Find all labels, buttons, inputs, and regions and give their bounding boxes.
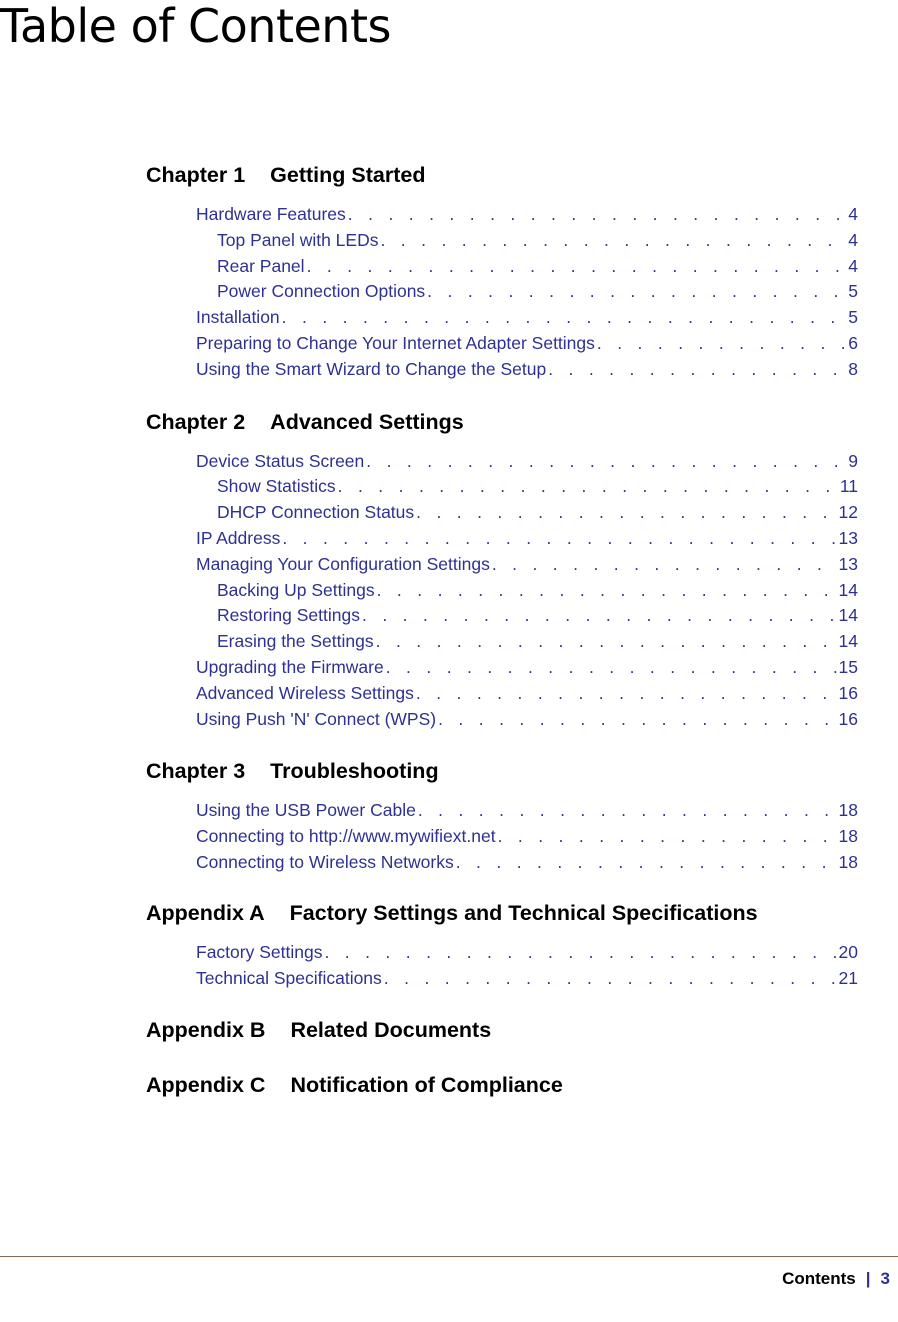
section-heading (146, 756, 858, 786)
toc-entry-link[interactable] (146, 254, 858, 280)
toc-entry-link[interactable] (146, 279, 858, 305)
section-title: Notification of Compliance (290, 1073, 563, 1098)
toc-entry-link[interactable] (146, 500, 858, 526)
toc-entry-text: Managing Your Configuration Settings (196, 553, 490, 574)
toc-entry-link[interactable] (146, 552, 858, 578)
toc-entry-link[interactable] (146, 603, 858, 629)
toc-entry-link[interactable] (146, 202, 858, 228)
section-title: Troubleshooting (270, 759, 439, 784)
dot-leader (597, 331, 846, 357)
toc-section (146, 1015, 858, 1045)
toc-entry-page-number: 20 (838, 941, 858, 962)
toc-section (146, 1070, 858, 1100)
section-heading (146, 1070, 858, 1100)
toc-entry-text: Device Status Screen (196, 450, 365, 471)
toc-entry-text: Advanced Wireless Settings (196, 682, 414, 703)
toc-entry-link[interactable] (146, 798, 858, 824)
toc-entry-link[interactable] (146, 655, 858, 681)
toc-entry-link[interactable] (146, 357, 858, 383)
toc-entry-link[interactable] (146, 707, 858, 733)
toc-entry-text: Using the USB Power Cable (196, 800, 416, 821)
toc-entry-link[interactable] (146, 824, 858, 850)
toc-entry-page-number: 18 (838, 800, 858, 821)
dot-leader (348, 202, 846, 228)
toc-entry-page-number: 5 (848, 307, 858, 328)
dot-leader (438, 707, 836, 733)
section-title: Advanced Settings (270, 409, 464, 434)
toc-entry-page-number: 14 (838, 579, 858, 600)
dot-leader (548, 357, 846, 383)
dot-leader (282, 526, 836, 552)
toc-entry-page-number: 4 (848, 204, 858, 224)
dot-leader (377, 578, 837, 604)
toc-entry-page-number: 13 (838, 527, 858, 548)
section-heading (146, 160, 858, 190)
toc-entry-text: Hardware Features (196, 204, 346, 224)
section-label: Appendix B (146, 1018, 266, 1043)
toc-entry-text: Backing Up Settings (217, 579, 375, 600)
toc-entry-page-number: 12 (838, 502, 858, 523)
section-title: Related Documents (290, 1018, 492, 1043)
toc-entry-page-number: 8 (848, 358, 858, 379)
dot-leader (362, 603, 837, 629)
toc-entry-page-number: 16 (838, 682, 858, 703)
dot-leader (492, 552, 837, 578)
toc-entry-text: Rear Panel (217, 255, 305, 276)
dot-leader (282, 305, 847, 331)
toc-entry-link[interactable] (146, 228, 858, 254)
toc-entry-link[interactable] (146, 526, 858, 552)
toc-entry-link[interactable] (146, 629, 858, 655)
toc-entry-page-number: 4 (848, 229, 858, 250)
toc-entry-page-number: 4 (848, 255, 858, 276)
toc-entry-page-number: 21 (838, 967, 858, 988)
toc-section (146, 407, 858, 733)
section-title: Factory Settings and Technical Specifications (289, 900, 758, 925)
toc-entry-page-number: 16 (838, 708, 858, 729)
footer-divider (0, 1256, 898, 1257)
toc-entry-link[interactable] (146, 681, 858, 707)
toc-entry-text: Show Statistics (217, 476, 336, 497)
dot-leader (366, 449, 846, 475)
toc-entry-text: Erasing the Settings (217, 631, 374, 652)
toc-entry-link[interactable] (146, 305, 858, 331)
toc-entry-text: Upgrading the Firmware (196, 656, 384, 677)
dot-leader (384, 966, 837, 992)
dot-leader (386, 655, 837, 681)
toc-entry-text: Restoring Settings (217, 605, 360, 626)
page-title: Table of Contents (0, 0, 391, 53)
toc-entry-text: DHCP Connection Status (217, 502, 415, 523)
dot-leader (416, 500, 836, 526)
toc-entry-link[interactable] (146, 331, 858, 357)
dot-leader (456, 850, 837, 876)
section-title: Getting Started (270, 163, 426, 187)
toc-section (146, 160, 858, 383)
toc-entry-text: Connecting to http://www.mywifiext.net (196, 826, 496, 847)
toc-entry-text: Using the Smart Wizard to Change the Setup (196, 358, 547, 379)
dot-leader (418, 798, 837, 824)
toc-section (146, 756, 858, 875)
toc-entry-page-number: 14 (838, 631, 858, 652)
toc-entry-text: Preparing to Change Your Internet Adapter Settings (196, 332, 595, 353)
toc-entry-page-number: 15 (838, 656, 858, 677)
toc-entry-page-number: 13 (838, 553, 858, 574)
toc-entry-text: Connecting to Wireless Networks (196, 851, 454, 872)
toc-entry-link[interactable] (146, 940, 858, 966)
dot-leader (427, 279, 846, 305)
toc-entry-page-number: 6 (848, 332, 858, 353)
toc-entry-page-number: 18 (838, 851, 858, 872)
dot-leader (376, 629, 837, 655)
table-of-contents (146, 160, 858, 1125)
dot-leader (498, 824, 837, 850)
toc-entry-text: Factory Settings (196, 941, 323, 962)
toc-entry-text: Using Push 'N' Connect (WPS) (196, 708, 437, 729)
section-heading (146, 1015, 858, 1045)
dot-leader (416, 681, 837, 707)
dot-leader (380, 228, 846, 254)
toc-entry-page-number: 14 (838, 605, 858, 626)
dot-leader (324, 940, 836, 966)
section-heading (146, 407, 858, 437)
footer-page-number: 3 (880, 1269, 890, 1288)
toc-entry-link[interactable] (146, 474, 858, 500)
toc-entry-page-number: 18 (838, 826, 858, 847)
section-heading (146, 898, 858, 928)
section-label: Chapter 1 (146, 163, 246, 187)
toc-entry-link[interactable] (146, 850, 858, 876)
toc-section (146, 898, 858, 992)
toc-entry-text: Technical Specifications (196, 967, 382, 988)
toc-entry-text: Top Panel with LEDs (217, 229, 379, 250)
section-label: Appendix A (146, 900, 265, 925)
toc-entry-text: Installation (196, 307, 280, 328)
toc-entry-text: Power Connection Options (217, 281, 426, 302)
toc-entry-text: IP Address (196, 527, 281, 548)
section-label: Chapter 2 (146, 409, 246, 434)
toc-entry-page-number: 5 (848, 281, 858, 302)
dot-leader (338, 474, 838, 500)
page-footer (782, 1267, 890, 1291)
section-label: Chapter 3 (146, 759, 246, 784)
toc-entry-page-number: 11 (839, 476, 858, 497)
toc-entry-link[interactable] (146, 578, 858, 604)
footer-label: Contents (782, 1269, 856, 1288)
footer-separator: | (865, 1269, 871, 1288)
dot-leader (307, 254, 847, 280)
toc-entry-page-number: 9 (848, 450, 858, 471)
toc-entry-link[interactable] (146, 449, 858, 475)
section-label: Appendix C (146, 1073, 266, 1098)
toc-entry-link[interactable] (146, 966, 858, 992)
